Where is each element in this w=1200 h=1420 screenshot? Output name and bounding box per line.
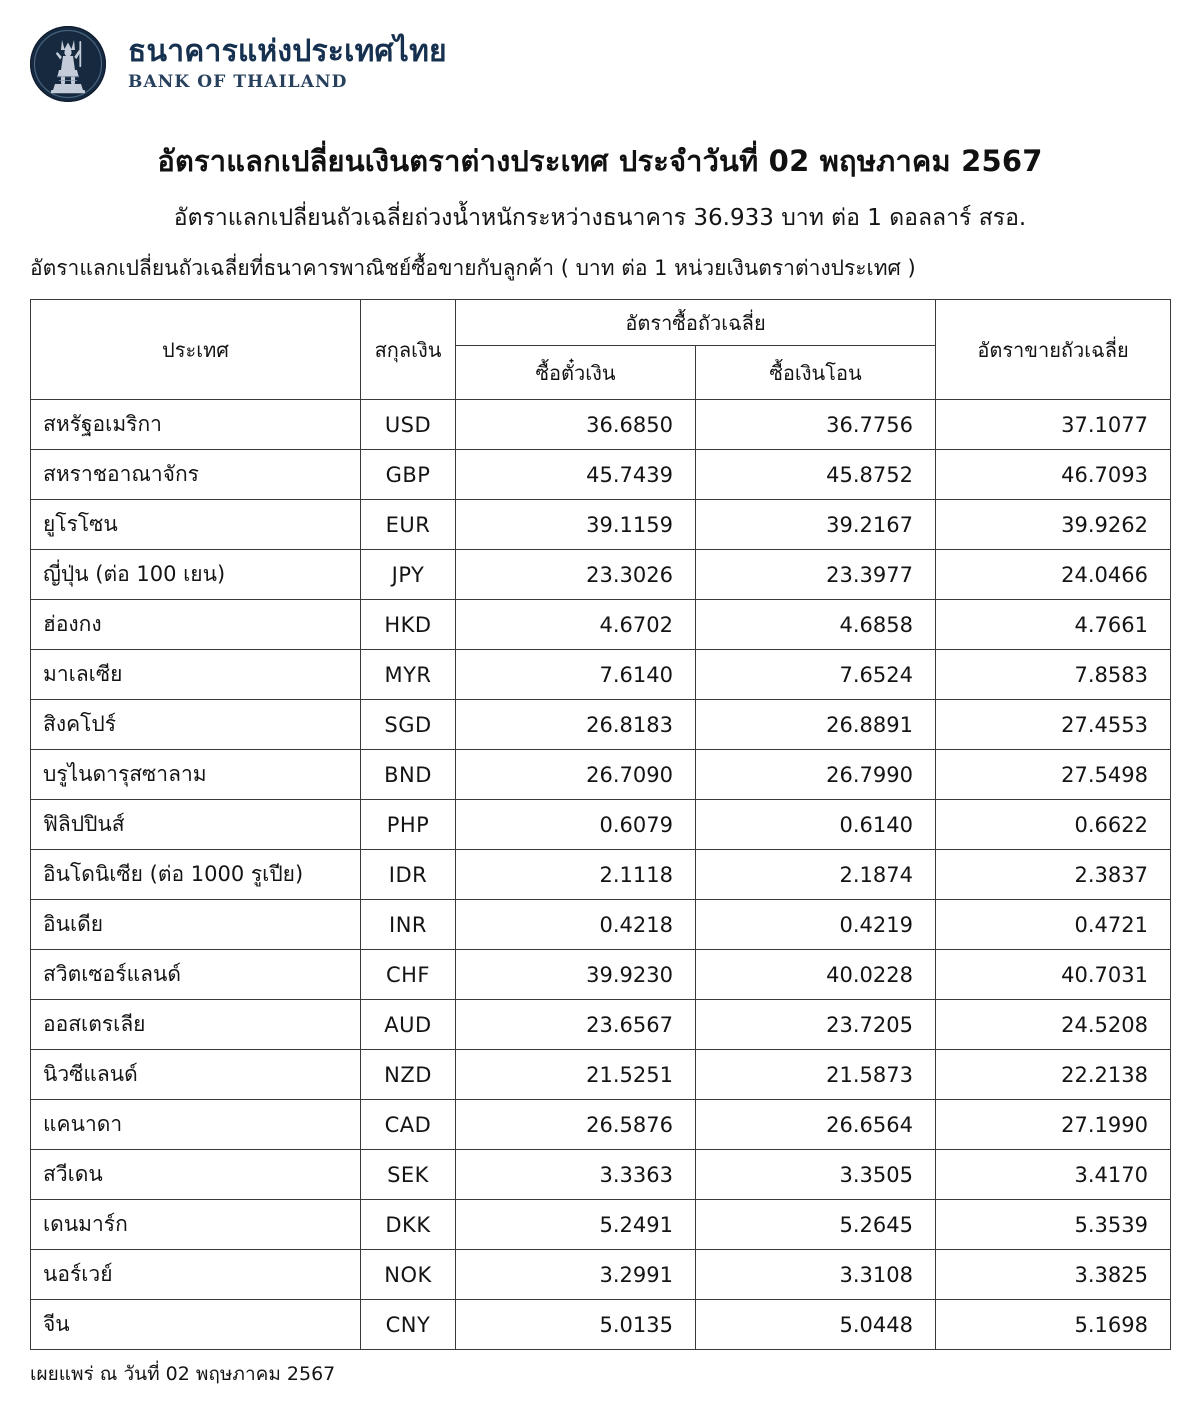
cell-currency-code: EUR (361, 500, 456, 550)
cell-buy-sight: 39.1159 (456, 500, 696, 550)
cell-country: นิวซีแลนด์ (31, 1050, 361, 1100)
cell-buy-sight: 45.7439 (456, 450, 696, 500)
cell-buy-transfer: 26.6564 (696, 1100, 936, 1150)
cell-sell: 46.7093 (936, 450, 1171, 500)
cell-country: เดนมาร์ก (31, 1200, 361, 1250)
cell-country: ญี่ปุ่น (ต่อ 100 เยน) (31, 550, 361, 600)
cell-currency-code: INR (361, 900, 456, 950)
cell-country: ฟิลิปปินส์ (31, 800, 361, 850)
publication-note: เผยแพร่ ณ วันที่ 02 พฤษภาคม 2567 (30, 1363, 336, 1385)
masthead (0, 0, 1200, 112)
cell-buy-sight: 26.8183 (456, 700, 696, 750)
cell-country: อินโดนิเซีย (ต่อ 1000 รูเปีย) (31, 850, 361, 900)
cell-country: ฮ่องกง (31, 600, 361, 650)
cell-sell: 24.5208 (936, 1000, 1171, 1050)
brand-name-thai: ธนาคารแห่งประเทศไทย (128, 34, 447, 69)
cell-country: สิงคโปร์ (31, 700, 361, 750)
bank-of-thailand-seal-icon (30, 26, 106, 102)
table-head (31, 300, 1171, 400)
table-header-row-1 (31, 300, 1171, 346)
cell-sell: 5.1698 (936, 1300, 1171, 1350)
cell-country: บรูไนดารุสซาลาม (31, 750, 361, 800)
table-row (31, 450, 1171, 500)
cell-buy-sight: 3.3363 (456, 1150, 696, 1200)
cell-buy-transfer: 5.0448 (696, 1300, 936, 1350)
header-sell: อัตราขายถัวเฉลี่ย (936, 300, 1171, 400)
table-row (31, 1050, 1171, 1100)
cell-currency-code: GBP (361, 450, 456, 500)
cell-currency-code: USD (361, 400, 456, 450)
cell-country: ยูโรโซน (31, 500, 361, 550)
cell-buy-transfer: 0.6140 (696, 800, 936, 850)
page-title: อัตราแลกเปลี่ยนเงินตราต่างประเทศ ประจำวันที่ 02 พฤษภาคม 2567 (157, 144, 1043, 178)
cell-buy-sight: 5.2491 (456, 1200, 696, 1250)
cell-buy-sight: 23.3026 (456, 550, 696, 600)
table-row (31, 500, 1171, 550)
titles-block (0, 112, 1200, 285)
cell-buy-sight: 3.2991 (456, 1250, 696, 1300)
cell-sell: 2.3837 (936, 850, 1171, 900)
cell-buy-sight: 23.6567 (456, 1000, 696, 1050)
cell-sell: 5.3539 (936, 1200, 1171, 1250)
cell-buy-transfer: 36.7756 (696, 400, 936, 450)
table-row (31, 1150, 1171, 1200)
cell-currency-code: IDR (361, 850, 456, 900)
cell-buy-transfer: 26.8891 (696, 700, 936, 750)
cell-sell: 3.3825 (936, 1250, 1171, 1300)
table-row (31, 1100, 1171, 1150)
cell-buy-transfer: 45.8752 (696, 450, 936, 500)
cell-currency-code: SGD (361, 700, 456, 750)
cell-sell: 4.7661 (936, 600, 1171, 650)
cell-sell: 27.4553 (936, 700, 1171, 750)
exchange-rate-table-wrapper (30, 299, 1170, 1350)
cell-buy-sight: 21.5251 (456, 1050, 696, 1100)
cell-buy-sight: 7.6140 (456, 650, 696, 700)
cell-buy-transfer: 21.5873 (696, 1050, 936, 1100)
table-row (31, 550, 1171, 600)
cell-buy-sight: 26.7090 (456, 750, 696, 800)
header-buy-transfer: ซื้อเงินโอน (696, 346, 936, 400)
cell-buy-transfer: 23.3977 (696, 550, 936, 600)
cell-buy-sight: 26.5876 (456, 1100, 696, 1150)
cell-buy-transfer: 5.2645 (696, 1200, 936, 1250)
cell-country: มาเลเซีย (31, 650, 361, 700)
cell-buy-transfer: 7.6524 (696, 650, 936, 700)
cell-sell: 37.1077 (936, 400, 1171, 450)
cell-buy-transfer: 39.2167 (696, 500, 936, 550)
cell-currency-code: SEK (361, 1150, 456, 1200)
cell-currency-code: DKK (361, 1200, 456, 1250)
cell-currency-code: CHF (361, 950, 456, 1000)
cell-sell: 24.0466 (936, 550, 1171, 600)
cell-buy-transfer: 40.0228 (696, 950, 936, 1000)
brand-name-english: BANK OF THAILAND (128, 72, 348, 92)
cell-buy-sight: 0.4218 (456, 900, 696, 950)
cell-buy-transfer: 3.3505 (696, 1150, 936, 1200)
table-body (31, 400, 1171, 1350)
cell-country: สหราชอาณาจักร (31, 450, 361, 500)
cell-buy-transfer: 26.7990 (696, 750, 936, 800)
header-buy-group: อัตราซื้อถัวเฉลี่ย (456, 300, 936, 346)
cell-buy-transfer: 4.6858 (696, 600, 936, 650)
brand-block (128, 34, 447, 92)
cell-currency-code: NZD (361, 1050, 456, 1100)
table-row (31, 1300, 1171, 1350)
cell-currency-code: HKD (361, 600, 456, 650)
cell-sell: 7.8583 (936, 650, 1171, 700)
table-row (31, 750, 1171, 800)
table-row (31, 400, 1171, 450)
cell-currency-code: PHP (361, 800, 456, 850)
cell-sell: 40.7031 (936, 950, 1171, 1000)
cell-buy-transfer: 0.4219 (696, 900, 936, 950)
interbank-rate-line: อัตราแลกเปลี่ยนถัวเฉลี่ยถ่วงน้ำหนักระหว่างธนาคาร 36.933 บาท ต่อ 1 ดอลลาร์ สรอ. (173, 205, 1027, 231)
cell-currency-code: CAD (361, 1100, 456, 1150)
cell-buy-sight: 39.9230 (456, 950, 696, 1000)
cell-sell: 3.4170 (936, 1150, 1171, 1200)
commercial-bank-rate-line: อัตราแลกเปลี่ยนถัวเฉลี่ยที่ธนาคารพาณิชย์ซื้อขายกับลูกค้า ( บาท ต่อ 1 หน่วยเงินตราต่างประเทศ ) (30, 256, 916, 280)
exchange-rate-table (30, 299, 1171, 1350)
cell-buy-sight: 2.1118 (456, 850, 696, 900)
cell-country: อินเดีย (31, 900, 361, 950)
cell-country: นอร์เวย์ (31, 1250, 361, 1300)
cell-buy-transfer: 3.3108 (696, 1250, 936, 1300)
cell-currency-code: NOK (361, 1250, 456, 1300)
header-buy-sight: ซื้อตั๋วเงิน (456, 346, 696, 400)
cell-sell: 27.5498 (936, 750, 1171, 800)
table-row (31, 900, 1171, 950)
table-row (31, 650, 1171, 700)
cell-sell: 22.2138 (936, 1050, 1171, 1100)
cell-buy-sight: 4.6702 (456, 600, 696, 650)
cell-currency-code: BND (361, 750, 456, 800)
cell-sell: 39.9262 (936, 500, 1171, 550)
table-row (31, 800, 1171, 850)
table-row (31, 1250, 1171, 1300)
table-row (31, 850, 1171, 900)
cell-country: แคนาดา (31, 1100, 361, 1150)
header-currency: สกุลเงิน (361, 300, 456, 400)
cell-currency-code: MYR (361, 650, 456, 700)
table-row (31, 700, 1171, 750)
cell-country: สหรัฐอเมริกา (31, 400, 361, 450)
cell-country: สวิตเซอร์แลนด์ (31, 950, 361, 1000)
cell-country: จีน (31, 1300, 361, 1350)
cell-buy-sight: 0.6079 (456, 800, 696, 850)
cell-sell: 0.4721 (936, 900, 1171, 950)
table-row (31, 1000, 1171, 1050)
header-country: ประเทศ (31, 300, 361, 400)
cell-country: สวีเดน (31, 1150, 361, 1200)
cell-buy-sight: 36.6850 (456, 400, 696, 450)
cell-sell: 0.6622 (936, 800, 1171, 850)
cell-country: ออสเตรเลีย (31, 1000, 361, 1050)
cell-buy-transfer: 23.7205 (696, 1000, 936, 1050)
cell-buy-sight: 5.0135 (456, 1300, 696, 1350)
cell-sell: 27.1990 (936, 1100, 1171, 1150)
table-row (31, 1200, 1171, 1250)
table-row (31, 950, 1171, 1000)
cell-currency-code: CNY (361, 1300, 456, 1350)
cell-currency-code: JPY (361, 550, 456, 600)
table-row (31, 600, 1171, 650)
cell-buy-transfer: 2.1874 (696, 850, 936, 900)
cell-currency-code: AUD (361, 1000, 456, 1050)
